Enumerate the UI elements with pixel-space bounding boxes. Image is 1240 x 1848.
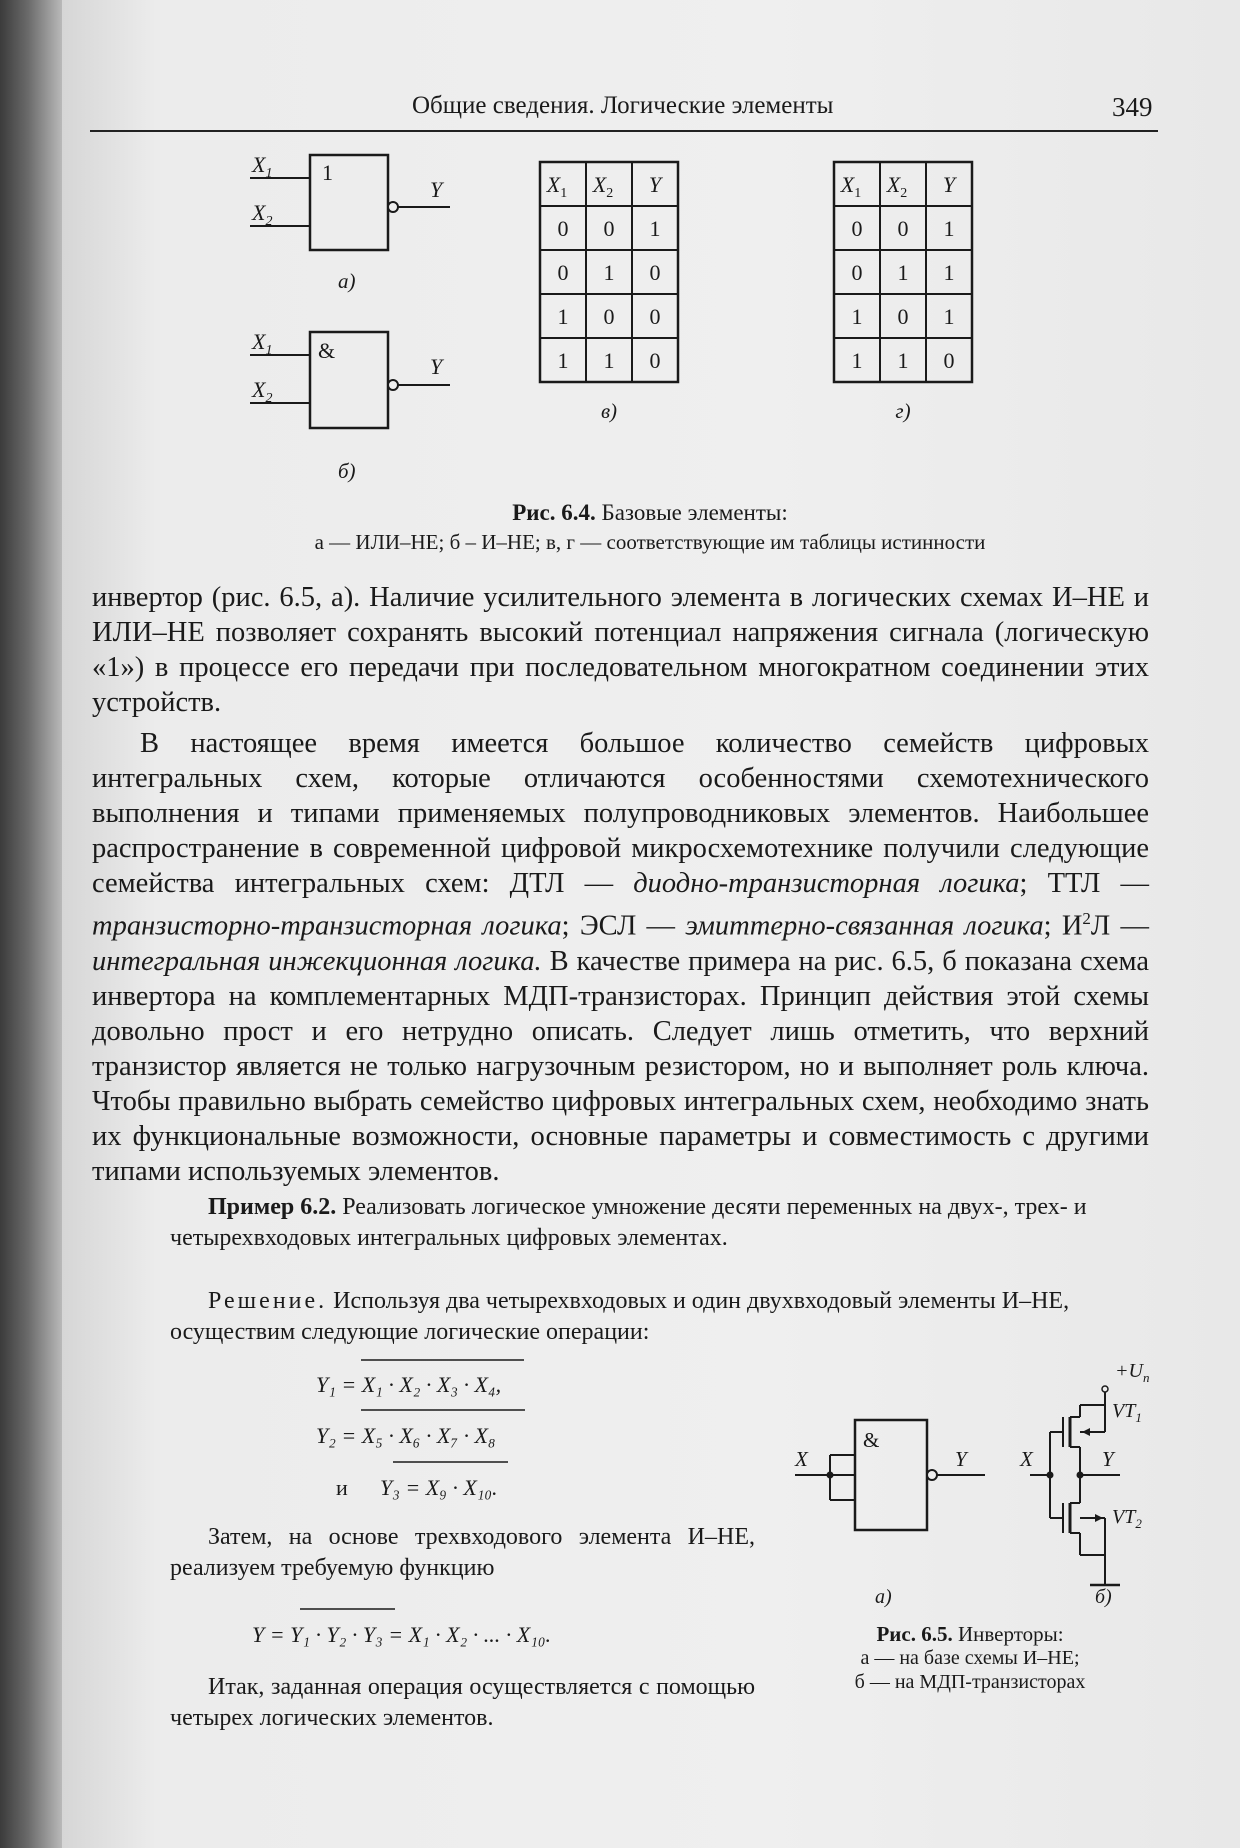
table-header-cell: Y xyxy=(648,172,662,197)
table-cell: 1 xyxy=(603,348,615,373)
table-cell: 0 xyxy=(557,216,569,241)
formula-y: Y = Y₁ · Y₂ · Y₃ = X₁ · X₂ · ... · X₁₀. xyxy=(252,1622,551,1647)
table-cell: 1 xyxy=(897,348,909,373)
table-header-cell: $X_2$ xyxy=(592,172,614,201)
example-text: Реализовать логическое умножение десяти переменных на двух-, трех- и четырехвходовых интегральных цифровых элементах. xyxy=(170,1194,1087,1251)
fig-6-4-caption-title: Базовые элементы: xyxy=(595,500,788,525)
truth-table-g xyxy=(832,160,1002,465)
cmos-inverter xyxy=(1019,1360,1149,1608)
table-cell: 0 xyxy=(851,216,863,241)
gate-a-input-1: $X_1$ xyxy=(252,152,273,181)
paragraph-2: В настоящее время имеется большое количество семейств цифровых интегральных схем, которые отличаются особенностями схемотехнического выполнения и типами применяемых полупроводниковых элементов. Наибольшее распространение в современной цифровой микросхемотехнике получили следующие семейства интегральных схем: ДТЛ — диодно-транзисторная логика; ТТЛ — транзисторно-транзисторная логика; ЭСЛ — эмиттерно-связанная логика; $И^2Л$ — интегральная инжекционная логика. В качестве примера на рис. 6.5, б показана схема инвертора на комплементарных МДП-транзисторах. Принцип действия этой схемы довольно прост и его нетрудно описать. Следует лишь отметить, что верхний транзистор является не только нагрузочным резистором, но и выполняет роль ключа. Чтобы правильно выбрать семейство цифровых интегральных схем, необходимо знать их функциональные возможности, основные параметры и совместимость с другими типами используемых элементов. xyxy=(92,728,1149,1187)
fig-6-5-caption-number: Рис. 6.5. xyxy=(876,1622,953,1646)
fig-6-5-caption-a: а — на базе схемы И–НЕ; xyxy=(860,1647,1080,1669)
inverter-b-output: Y xyxy=(1102,1447,1114,1471)
table-cell: 0 xyxy=(649,304,661,329)
table-header-cell: $X_1$ xyxy=(840,172,862,201)
fig-6-4-caption-legend: а — ИЛИ–НЕ; б – И–НЕ; в, г — соответствующие им таблицы истинности xyxy=(314,530,986,554)
supply-label: $+U_п$ xyxy=(1115,1360,1150,1385)
fig-6-5-caption xyxy=(815,1622,1125,1694)
fig-6-4-caption-number: Рис. 6.4. xyxy=(512,500,596,525)
formula-y-overline xyxy=(270,1606,670,1616)
table-cell: 1 xyxy=(557,304,569,329)
gate-b-input-2: $X_2$ xyxy=(252,377,273,406)
example-title: Пример 6.2. xyxy=(208,1194,337,1220)
vt2-label: $VT_2$ xyxy=(1112,1506,1142,1531)
gate-b-output: Y xyxy=(430,354,443,379)
nand-gate xyxy=(250,329,450,483)
inverter-a-label: а) xyxy=(875,1586,892,1608)
inverter-a-output: Y xyxy=(955,1447,967,1471)
running-header-title: Общие сведения. Логические элементы xyxy=(412,92,834,119)
table-cell: 0 xyxy=(649,348,661,373)
inverter-b-input: X xyxy=(1020,1447,1033,1471)
table-cell: 0 xyxy=(603,304,615,329)
table-cell: 0 xyxy=(649,260,661,285)
gate-a-input-2: $X_2$ xyxy=(252,200,273,229)
example-block xyxy=(170,1192,1150,1254)
table-cell: 1 xyxy=(557,348,569,373)
nand-inverter xyxy=(794,1420,985,1608)
table-cell: 0 xyxy=(897,216,909,241)
gate-b-input-1: $X_1$ xyxy=(252,329,273,358)
fig-6-4-caption xyxy=(150,500,1150,555)
truth-table-v xyxy=(538,160,708,465)
table-cell: 1 xyxy=(851,304,863,329)
paragraph-1: инвертор (рис. 6.5, а). Наличие усилительного элемента в логических схемах И–НЕ и ИЛИ–НЕ позволяет сохранять высокий потенциал напряжения сигнала (логическую «1») в процессе его передачи при последовательном многократном соединении этих устройств. xyxy=(92,582,1149,718)
table-header-cell: $X_2$ xyxy=(886,172,908,201)
fig-6-4-gates xyxy=(240,140,470,490)
gate-a-symbol: 1 xyxy=(322,160,333,185)
gate-b-label: б) xyxy=(338,459,356,483)
table-cell: 0 xyxy=(897,304,909,329)
table-cell: 1 xyxy=(851,348,863,373)
table-label: в) xyxy=(600,399,618,423)
inverter-a-symbol: & xyxy=(863,1428,880,1452)
table-cell: 1 xyxy=(649,216,661,241)
header-rule xyxy=(90,130,1158,132)
table-cell: 1 xyxy=(943,304,955,329)
conclusion-paragraph: Итак, заданная операция осуществляется с помощью четырех логических элементов. xyxy=(170,1674,755,1731)
table-cell: 1 xyxy=(897,260,909,285)
gate-a-label: а) xyxy=(338,269,356,293)
formula-y3: Y₃ = X₉ · X₁₀. xyxy=(380,1475,498,1500)
nor-gate xyxy=(250,152,450,293)
body-text xyxy=(92,580,1149,1189)
page-number: 349 xyxy=(1112,92,1153,122)
table-cell: 1 xyxy=(943,216,955,241)
table-cell: 0 xyxy=(851,260,863,285)
table-header-cell: Y xyxy=(942,172,956,197)
table-cell: 1 xyxy=(603,260,615,285)
table-cell: 0 xyxy=(557,260,569,285)
formula-and: и xyxy=(336,1475,348,1500)
formula-y1: Y₁ = X₁ · X₂ · X₃ · X₄, xyxy=(316,1372,502,1397)
inverter-a-input: X xyxy=(795,1447,808,1471)
gate-a-output: Y xyxy=(430,177,443,202)
fig-6-5-inverters xyxy=(780,1355,1160,1615)
inverter-b-label: б) xyxy=(1095,1586,1112,1608)
formula-y2: Y₂ = X₅ · X₆ · X₇ · X₈ xyxy=(316,1423,496,1448)
fig-6-5-caption-b: б — на МДП-транзисторах xyxy=(854,1671,1086,1693)
fig-6-5-caption-title: Инверторы: xyxy=(952,1622,1064,1646)
solution-block xyxy=(170,1286,1150,1348)
table-label: г) xyxy=(895,399,911,423)
table-cell: 0 xyxy=(603,216,615,241)
table-cell: 1 xyxy=(943,260,955,285)
table-header-cell: $X_1$ xyxy=(546,172,568,201)
then-paragraph: Затем, на основе трехвходового элемента И–НЕ, реализуем требуемую функцию xyxy=(170,1524,755,1581)
solution-text: Используя два четырехвходовых и один двухвходовый элементы И–НЕ, осуществим следующие логические операции: xyxy=(170,1288,1070,1345)
table-cell: 0 xyxy=(943,348,955,373)
gate-b-symbol: & xyxy=(318,338,336,363)
book-spine-shadow xyxy=(0,0,62,1848)
solution-label: Решение. xyxy=(208,1288,328,1314)
vt1-label: $VT_1$ xyxy=(1112,1400,1142,1425)
